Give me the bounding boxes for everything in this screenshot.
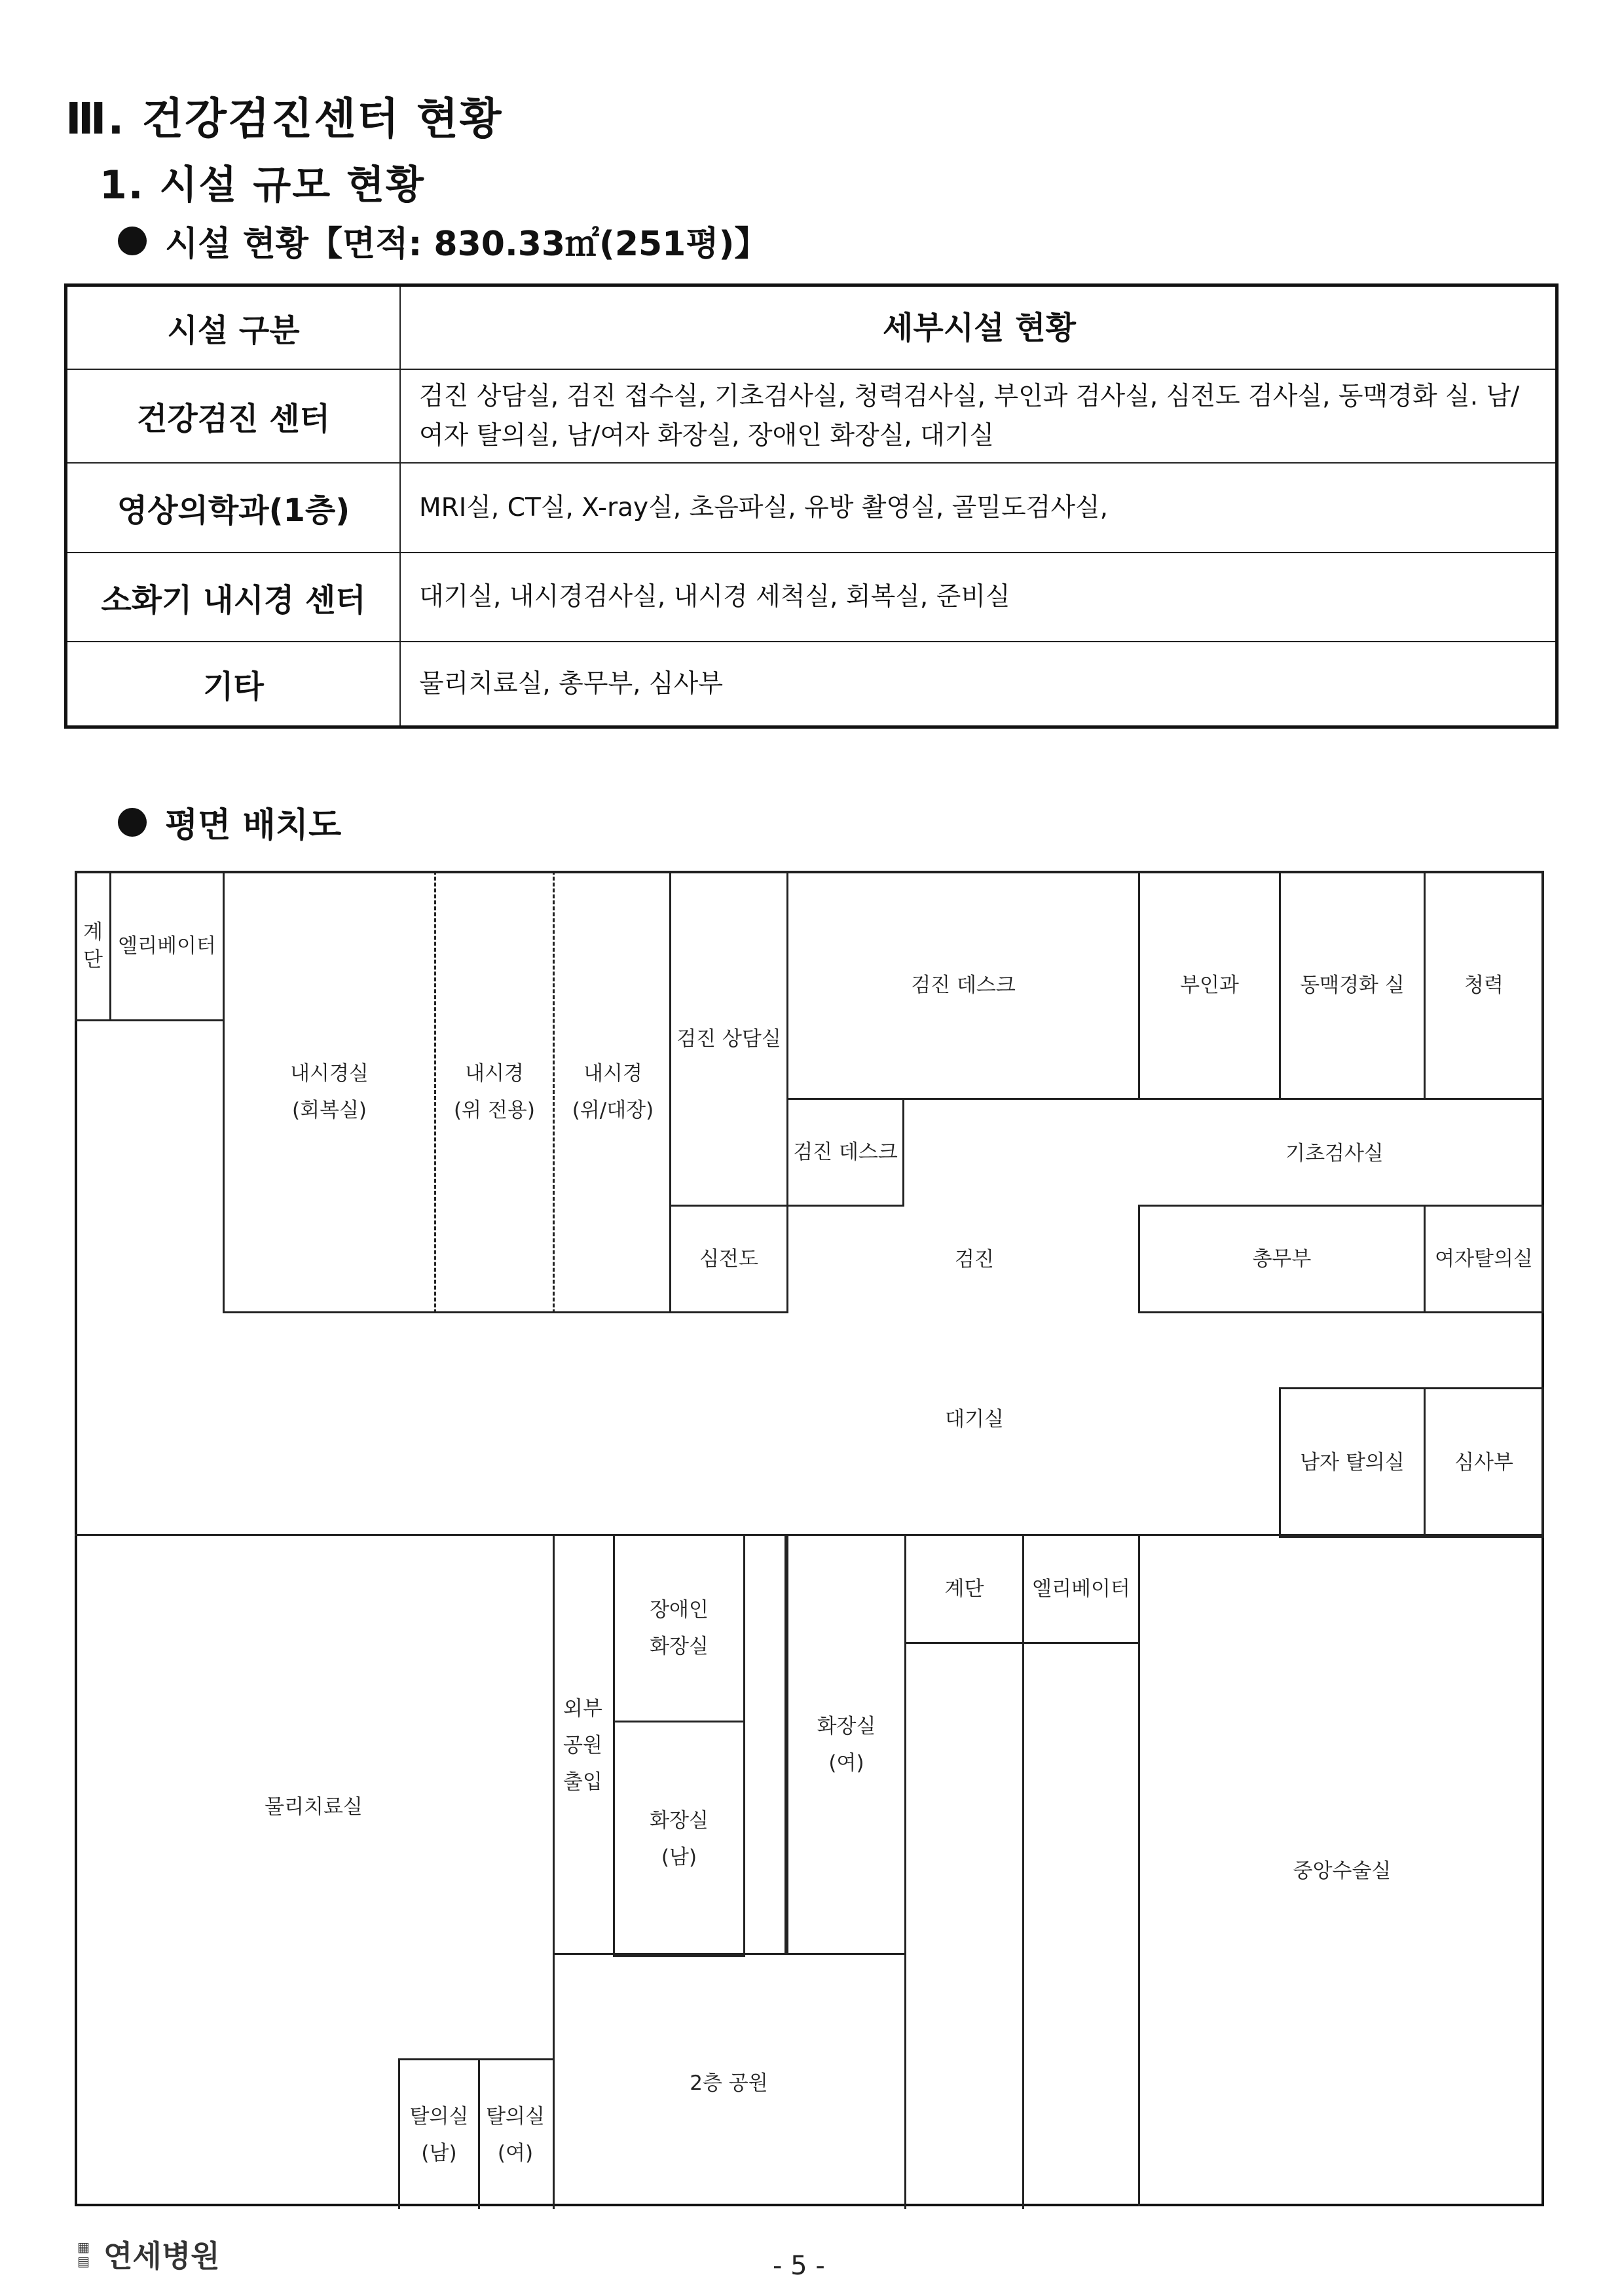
room-ecg: 심전도	[669, 1205, 788, 1313]
room-review: 심사부	[1424, 1387, 1544, 1538]
room-locker-female: 탈의실 (여)	[478, 2058, 555, 2209]
table-row	[67, 462, 1555, 552]
room-checkup: 검진	[955, 1248, 994, 1271]
room-physiotherapy: 물리치료실	[75, 1536, 555, 2209]
page-number: - 5 -	[773, 2251, 825, 2281]
table-header-category: 시설 구분	[67, 287, 401, 369]
room-male-locker: 남자 탈의실	[1279, 1387, 1426, 1538]
facility-table	[64, 283, 1559, 729]
room-waiting: 대기실	[945, 1408, 1004, 1431]
table-cell-details: MRI실, CT실, X-ray실, 초음파실, 유방 촬영실, 골밀도검사실,	[419, 492, 1109, 522]
room-female-locker: 여자탈의실	[1424, 1205, 1544, 1313]
room-stairs-bottom: 계단	[904, 1534, 1024, 1644]
room-endoscopy-recovery: 내시경실 (회복실)	[223, 871, 436, 1313]
room-outside-park-entrance: 외부 공원 출입	[553, 1536, 615, 1955]
bullet-icon	[118, 227, 147, 255]
table-header-details: 세부시설 현황	[883, 309, 1076, 346]
wall-line	[904, 1642, 906, 2209]
room-elevator-top: 엘리베이터	[109, 871, 225, 1021]
room-checkup-desk-small: 검진 데스크	[786, 1098, 904, 1207]
room-central-surgery: 중앙수술실	[1138, 1536, 1544, 2206]
table-cell-category: 건강검진 센터	[67, 370, 401, 462]
room-disabled-restroom: 장애인 화장실	[613, 1534, 745, 1722]
table-cell-category: 소화기 내시경 센터	[67, 553, 401, 641]
room-endoscopy-upper: 내시경 (위 전용)	[436, 871, 555, 1313]
room-endoscopy-upper-colon: 내시경 (위/대장)	[555, 871, 671, 1313]
hospital-logo	[77, 2232, 220, 2276]
floor-plan-heading	[118, 797, 341, 847]
room-2f-park: 2층 공원	[690, 2071, 768, 2095]
logo-mark-icon: ▦ ▤	[77, 2239, 90, 2269]
room-gynecology: 부인과	[1138, 871, 1281, 1100]
wall-line	[1022, 1642, 1024, 2209]
facility-heading	[118, 216, 768, 265]
table-cell-details: 대기실, 내시경검사실, 내시경 세척실, 회복실, 준비실	[419, 582, 1010, 611]
room-elevator-bottom: 엘리베이터	[1022, 1534, 1140, 1644]
table-cell-details: 물리치료실, 총무부, 심사부	[419, 668, 724, 699]
table-cell-details: 검진 상담실, 검진 접수실, 기초검사실, 청력검사실, 부인과 검사실, 심전도 검사실, 동맥경화 실. 남/여자 탈의실, 남/여자 화장실, 장애인 화장실, 대기실	[419, 381, 1520, 450]
room-consult: 검진 상담실	[669, 871, 788, 1207]
facility-heading-text: 시설 현황【면적: 830.33㎡(251평)】	[165, 225, 769, 264]
room-locker-male: 탈의실 (남)	[398, 2058, 480, 2209]
wall-line	[902, 1098, 1544, 1100]
room-stairs-top: 계 단	[75, 871, 111, 1021]
room-male-restroom: 화장실 (남)	[613, 1721, 745, 1957]
table-cell-category: 영상의학과(1층)	[67, 464, 401, 552]
floor-plan	[75, 871, 1544, 2206]
room-basic-test: 기초검사실	[1285, 1142, 1384, 1165]
room-general-affairs: 총무부	[1138, 1205, 1426, 1313]
room-arteriosclerosis: 동맥경화 실	[1279, 871, 1426, 1100]
table-row	[67, 369, 1555, 462]
wall-line	[553, 1953, 906, 1955]
table-row	[67, 641, 1555, 725]
table-row	[67, 552, 1555, 641]
table-cell-category: 기타	[67, 642, 401, 725]
subsection-title: 1. 시설 규모 현황	[100, 162, 425, 208]
table-header-row	[67, 287, 1555, 369]
room-checkup-desk: 검진 데스크	[786, 871, 1140, 1100]
floor-plan-heading-text: 평면 배치도	[165, 806, 342, 845]
hospital-logo-text: 연세병원	[103, 2238, 220, 2274]
room-hearing: 청력	[1424, 871, 1544, 1100]
bullet-icon	[118, 808, 147, 837]
section-title: Ⅲ. 건강검진센터 현황	[65, 94, 503, 144]
room-female-restroom: 화장실 (여)	[786, 1534, 906, 1955]
